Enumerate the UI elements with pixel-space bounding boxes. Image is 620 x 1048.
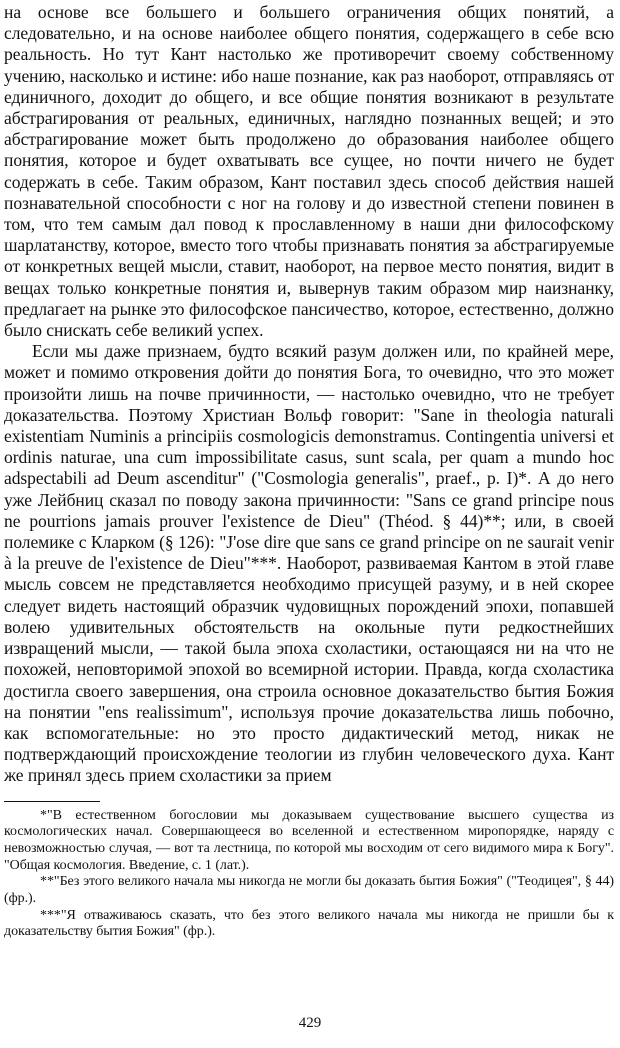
footnote-3: ***"Я отваживаюсь сказать, что без этого великого начала мы никогда не пришли бы к доказательству бытия Божия" (фр.).	[4, 907, 614, 940]
footnote-1: *"В естественном богословии мы доказываем существование высшего существа из космологических начал. Совершающееся во вселенной и естественном миропорядке, наряду с невозможностью случая, — вот та лестница, по которой мы восходим от сего видимого мира к Богу". "Общая космология. Введение, с. 1 (лат.).	[4, 807, 614, 873]
book-page	[4, 2, 614, 941]
main-text	[4, 2, 614, 787]
footnotes	[4, 808, 614, 942]
paragraph-2: Если мы даже признаем, будто всякий разум должен или, по крайней мере, может и помимо откровения дойти до понятия Бога, то очевидно, что это может произойти лишь на почве причинности, — настолько очевидно, что не требует доказательства. Поэтому Христиан Вольф говорит: "Sane in theologia naturali existentiam Numinis a principiis cosmologicis demonstramus. Contingentia universi et ordinis naturae, una cum impossibilitate casus, sunt scala, per quam a mundo hoc adspectabili ad Deum ascenditur" ("Cosmologia generalis", praef., p. I)*. А до него уже Лейбниц сказал по поводу закона причинности: "Sans ce grand principe nous ne pourrions jamais prouver l'existence de Dieu" (Théod. § 44)**; или, в своей полемике с Кларком (§ 126): "J'ose dire que sans ce grand principe on ne saurait venir à la preuve de l'existence de Dieu"***. Наоборот, развиваемая Кантом в этой главе мысль совсем не представляется необходимо присущей разуму, и в ней скорее следует видеть настоящий образчик чудовищных порождений эпохи, попавшей волею удивительных обстоятельств на окольные пути редкостнейших извращений мысли, — такой была эпоха схоластики, остающаяся ни на что не похожей, неповторимой эпохой во всемирной истории. Правда, когда схоластика достигла своего завершения, она строила основное доказательство бытия Божия на понятии "ens realissimum", используя прочие доказательства лишь побочно, как вспомогательные: но это просто дидактический метод, никак не подтверждающий происхождение теологии из глубин человеческого духа. Кант же принял здесь прием схоластики за прием	[4, 341, 614, 786]
footnote-separator	[4, 801, 100, 802]
footnote-2: **"Без этого великого начала мы никогда не могли бы доказать бытия Божия" ("Теодицея", § 44) (фр.).	[4, 874, 614, 907]
page-number: 429	[298, 1015, 322, 1031]
paragraph-1: на основе все большего и большего ограничения общих понятий, а следовательно, и на основе наиболее общего понятия, содержащего в себе всю реальность. Но тут Кант настолько же противоречит своему собственному учению, насколько и истине: ибо наше познание, как раз наоборот, отправляясь от единичного, доходит до общего, и все общие понятия возникают в результате абстрагирования от реальных, единичных, наглядно познанных вещей; и это абстрагирование может быть продолжено до образования наиболее общего понятия, которое и будет охватывать все сущее, но почти ничего не будет содержать в себе. Таким образом, Кант поставил здесь способ действия нашей познавательной способности с ног на голову и до известной степени повинен в том, что тем самым дал повод к прославленному в наши дни философскому шарлатанству, которое, вместо того чтобы признавать понятия за абстрагируемые от конкретных вещей мысли, ставит, наоборот, на первое место понятия, видит в вещах только конкретные понятия и, вывернув таким образом мир наизнанку, предлагает на рынке это философское пансичество, которое, естественно, должно было снискать себе великий успех.	[4, 2, 614, 341]
